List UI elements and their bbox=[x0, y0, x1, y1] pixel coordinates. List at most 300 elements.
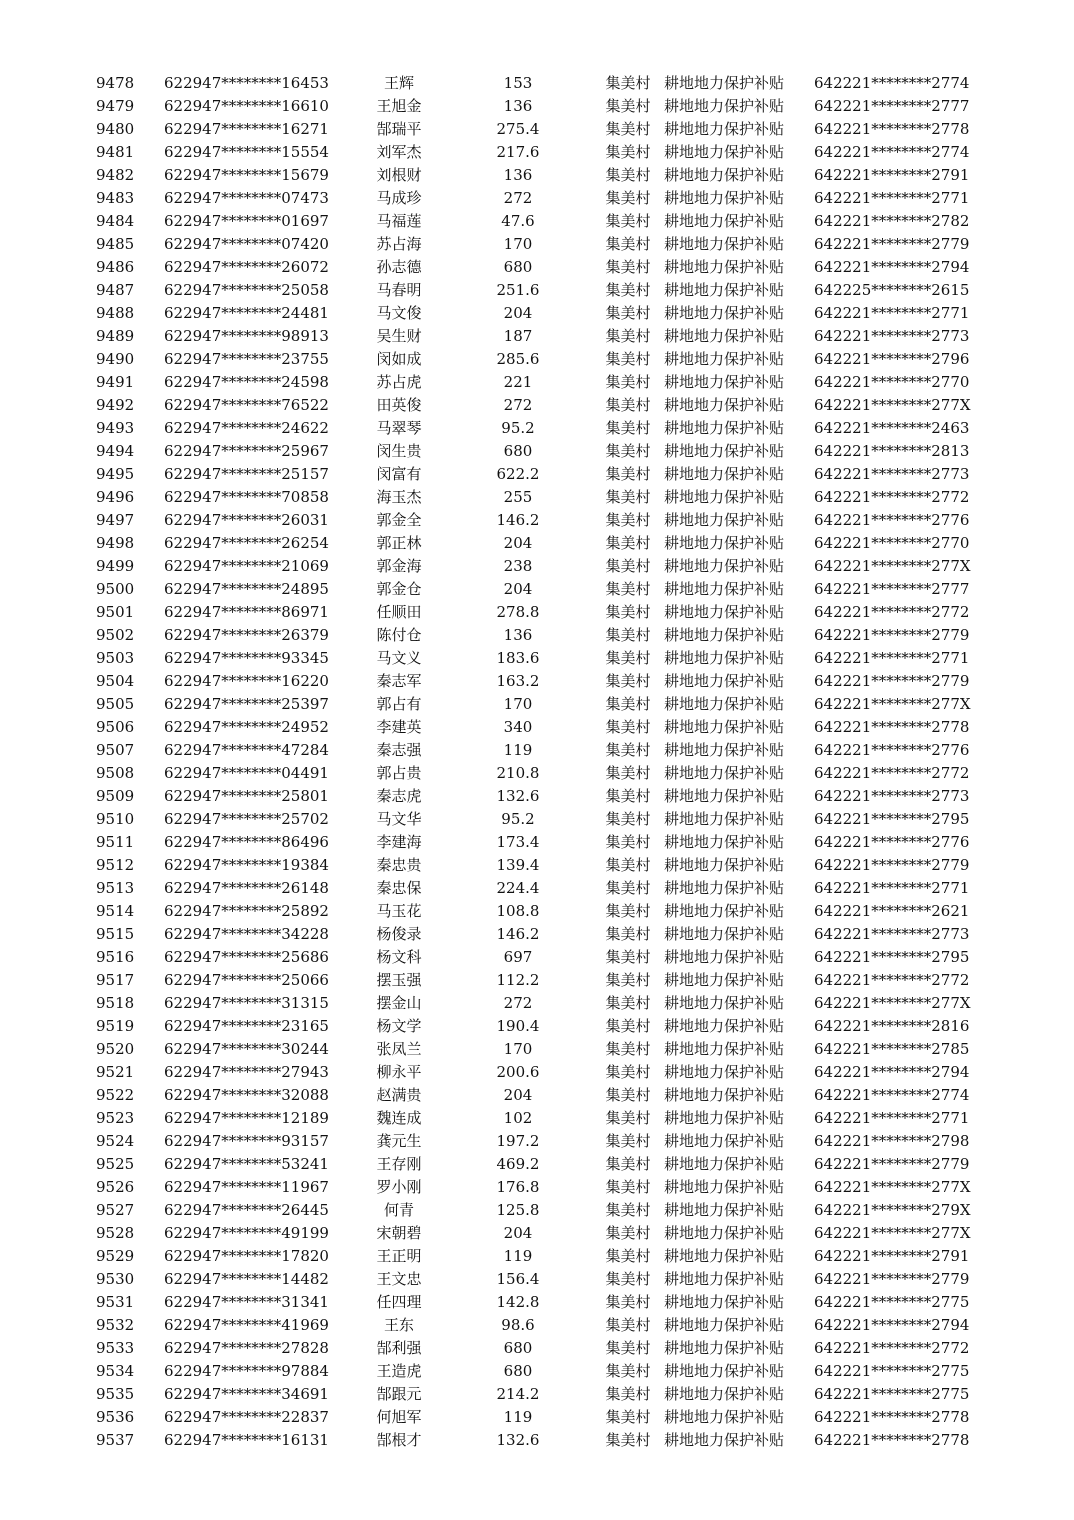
row-number: 9506 bbox=[96, 718, 135, 736]
row-number: 9490 bbox=[96, 350, 135, 368]
bank-card-number: 622947********27943 bbox=[164, 1063, 329, 1081]
bank-card-number: 622947********31315 bbox=[164, 994, 329, 1012]
village-name: 集美村 bbox=[605, 1132, 651, 1150]
recipient-name: 马成珍 bbox=[376, 189, 422, 207]
subsidy-item: 耕地地力保护补贴 bbox=[664, 971, 785, 989]
village-name: 集美村 bbox=[605, 1408, 651, 1426]
subsidy-item: 耕地地力保护补贴 bbox=[664, 350, 785, 368]
village-name: 集美村 bbox=[605, 373, 651, 391]
id-number: 642221********2775 bbox=[814, 1385, 970, 1403]
subsidy-amount: 697 bbox=[503, 948, 533, 966]
id-number: 642221********2774 bbox=[814, 1086, 970, 1104]
bank-card-number: 622947********27828 bbox=[164, 1339, 329, 1357]
subsidy-item: 耕地地力保护补贴 bbox=[664, 1247, 785, 1265]
village-name: 集美村 bbox=[605, 1063, 651, 1081]
id-number: 642221********2775 bbox=[814, 1293, 970, 1311]
village-name: 集美村 bbox=[605, 1086, 651, 1104]
bank-card-number: 622947********12189 bbox=[164, 1109, 329, 1127]
recipient-name: 闵生贵 bbox=[376, 442, 422, 460]
village-name: 集美村 bbox=[605, 1431, 651, 1449]
table-row bbox=[96, 1199, 984, 1222]
recipient-name: 李建海 bbox=[376, 833, 422, 851]
village-name: 集美村 bbox=[605, 1224, 651, 1242]
subsidy-amount: 204 bbox=[503, 304, 533, 322]
table-row bbox=[96, 578, 984, 601]
id-number: 642221********2778 bbox=[814, 1431, 970, 1449]
subsidy-item: 耕地地力保护补贴 bbox=[664, 1017, 785, 1035]
village-name: 集美村 bbox=[605, 1362, 651, 1380]
id-number: 642221********2779 bbox=[814, 626, 970, 644]
table-row bbox=[96, 969, 984, 992]
subsidy-item: 耕地地力保护补贴 bbox=[664, 718, 785, 736]
row-number: 9500 bbox=[96, 580, 135, 598]
row-number: 9533 bbox=[96, 1339, 135, 1357]
subsidy-amount: 139.4 bbox=[496, 856, 540, 874]
subsidy-item: 耕地地力保护补贴 bbox=[664, 1408, 785, 1426]
bank-card-number: 622947********98913 bbox=[164, 327, 329, 345]
bank-card-number: 622947********24895 bbox=[164, 580, 329, 598]
bank-card-number: 622947********15679 bbox=[164, 166, 329, 184]
recipient-name: 王东 bbox=[383, 1316, 414, 1334]
id-number: 642221********2798 bbox=[814, 1132, 970, 1150]
bank-card-number: 622947********14482 bbox=[164, 1270, 329, 1288]
village-name: 集美村 bbox=[605, 649, 651, 667]
village-name: 集美村 bbox=[605, 1270, 651, 1288]
recipient-name: 马文华 bbox=[376, 810, 422, 828]
village-name: 集美村 bbox=[605, 764, 651, 782]
village-name: 集美村 bbox=[605, 1040, 651, 1058]
table-row bbox=[96, 371, 984, 394]
id-number: 642221********277X bbox=[814, 396, 971, 414]
recipient-name: 任顺田 bbox=[376, 603, 422, 621]
subsidy-amount: 132.6 bbox=[496, 787, 540, 805]
village-name: 集美村 bbox=[605, 465, 651, 483]
bank-card-number: 622947********25066 bbox=[164, 971, 329, 989]
village-name: 集美村 bbox=[605, 511, 651, 529]
village-name: 集美村 bbox=[605, 1247, 651, 1265]
bank-card-number: 622947********34228 bbox=[164, 925, 329, 943]
subsidy-item: 耕地地力保护补贴 bbox=[664, 534, 785, 552]
id-number: 642221********2778 bbox=[814, 718, 970, 736]
village-name: 集美村 bbox=[605, 281, 651, 299]
bank-card-number: 622947********26072 bbox=[164, 258, 329, 276]
bank-card-number: 622947********31341 bbox=[164, 1293, 329, 1311]
row-number: 9519 bbox=[96, 1017, 135, 1035]
subsidy-amount: 119 bbox=[503, 1247, 533, 1265]
row-number: 9478 bbox=[96, 74, 135, 92]
subsidy-amount: 285.6 bbox=[496, 350, 540, 368]
subsidy-amount: 170 bbox=[503, 1040, 533, 1058]
row-number: 9483 bbox=[96, 189, 135, 207]
id-number: 642221********2779 bbox=[814, 672, 970, 690]
table-row bbox=[96, 785, 984, 808]
subsidy-item: 耕地地力保护补贴 bbox=[664, 787, 785, 805]
bank-card-number: 622947********16453 bbox=[164, 74, 329, 92]
table-row bbox=[96, 1337, 984, 1360]
bank-card-number: 622947********16271 bbox=[164, 120, 329, 138]
subsidy-item: 耕地地力保护补贴 bbox=[664, 143, 785, 161]
village-name: 集美村 bbox=[605, 304, 651, 322]
subsidy-item: 耕地地力保护补贴 bbox=[664, 1063, 785, 1081]
recipient-name: 苏占海 bbox=[376, 235, 422, 253]
subsidy-item: 耕地地力保护补贴 bbox=[664, 626, 785, 644]
subsidy-amount: 680 bbox=[503, 1339, 533, 1357]
table-row bbox=[96, 1153, 984, 1176]
bank-card-number: 622947********25967 bbox=[164, 442, 329, 460]
row-number: 9515 bbox=[96, 925, 135, 943]
village-name: 集美村 bbox=[605, 327, 651, 345]
subsidy-item: 耕地地力保护补贴 bbox=[664, 1431, 785, 1449]
table-row bbox=[96, 1245, 984, 1268]
row-number: 9526 bbox=[96, 1178, 135, 1196]
subsidy-item: 耕地地力保护补贴 bbox=[664, 925, 785, 943]
recipient-name: 郭占贵 bbox=[376, 764, 422, 782]
bank-card-number: 622947********25686 bbox=[164, 948, 329, 966]
subsidy-amount: 204 bbox=[503, 1086, 533, 1104]
table-row bbox=[96, 1038, 984, 1061]
bank-card-number: 622947********26254 bbox=[164, 534, 329, 552]
table-row bbox=[96, 72, 984, 95]
recipient-name: 王造虎 bbox=[376, 1362, 422, 1380]
village-name: 集美村 bbox=[605, 534, 651, 552]
subsidy-item: 耕地地力保护补贴 bbox=[664, 879, 785, 897]
bank-card-number: 622947********17820 bbox=[164, 1247, 329, 1265]
recipient-name: 陈付仓 bbox=[376, 626, 422, 644]
id-number: 642221********2776 bbox=[814, 833, 970, 851]
row-number: 9537 bbox=[96, 1431, 135, 1449]
id-number: 642221********2775 bbox=[814, 1362, 970, 1380]
id-number: 642221********2776 bbox=[814, 741, 970, 759]
subsidy-amount: 170 bbox=[503, 235, 533, 253]
row-number: 9528 bbox=[96, 1224, 135, 1242]
table-row bbox=[96, 1107, 984, 1130]
subsidy-roster-table bbox=[96, 72, 984, 1452]
id-number: 642221********2773 bbox=[814, 327, 970, 345]
subsidy-amount: 108.8 bbox=[496, 902, 540, 920]
row-number: 9502 bbox=[96, 626, 135, 644]
table-row bbox=[96, 440, 984, 463]
bank-card-number: 622947********26148 bbox=[164, 879, 329, 897]
village-name: 集美村 bbox=[605, 396, 651, 414]
village-name: 集美村 bbox=[605, 695, 651, 713]
subsidy-item: 耕地地力保护补贴 bbox=[664, 1178, 785, 1196]
id-number: 642221********2771 bbox=[814, 649, 970, 667]
bank-card-number: 622947********07420 bbox=[164, 235, 329, 253]
row-number: 9499 bbox=[96, 557, 135, 575]
subsidy-amount: 119 bbox=[503, 741, 533, 759]
table-row bbox=[96, 279, 984, 302]
id-number: 642221********2774 bbox=[814, 74, 970, 92]
table-row bbox=[96, 233, 984, 256]
subsidy-amount: 210.8 bbox=[496, 764, 540, 782]
row-number: 9480 bbox=[96, 120, 135, 138]
row-number: 9509 bbox=[96, 787, 135, 805]
table-row bbox=[96, 877, 984, 900]
subsidy-item: 耕地地力保护补贴 bbox=[664, 258, 785, 276]
subsidy-item: 耕地地力保护补贴 bbox=[664, 373, 785, 391]
table-row bbox=[96, 1061, 984, 1084]
subsidy-item: 耕地地力保护补贴 bbox=[664, 649, 785, 667]
village-name: 集美村 bbox=[605, 971, 651, 989]
village-name: 集美村 bbox=[605, 1109, 651, 1127]
id-number: 642221********277X bbox=[814, 695, 971, 713]
recipient-name: 郜跟元 bbox=[376, 1385, 422, 1403]
id-number: 642221********2773 bbox=[814, 465, 970, 483]
bank-card-number: 622947********24622 bbox=[164, 419, 329, 437]
subsidy-item: 耕地地力保护补贴 bbox=[664, 1040, 785, 1058]
village-name: 集美村 bbox=[605, 1339, 651, 1357]
subsidy-item: 耕地地力保护补贴 bbox=[664, 1109, 785, 1127]
subsidy-item: 耕地地力保护补贴 bbox=[664, 97, 785, 115]
table-row bbox=[96, 486, 984, 509]
row-number: 9495 bbox=[96, 465, 135, 483]
bank-card-number: 622947********16610 bbox=[164, 97, 329, 115]
subsidy-amount: 176.8 bbox=[496, 1178, 540, 1196]
row-number: 9520 bbox=[96, 1040, 135, 1058]
subsidy-item: 耕地地力保护补贴 bbox=[664, 511, 785, 529]
id-number: 642221********2772 bbox=[814, 1339, 970, 1357]
id-number: 642221********2779 bbox=[814, 1270, 970, 1288]
table-row bbox=[96, 532, 984, 555]
subsidy-item: 耕地地力保护补贴 bbox=[664, 603, 785, 621]
table-row bbox=[96, 1084, 984, 1107]
table-row bbox=[96, 187, 984, 210]
table-row bbox=[96, 1015, 984, 1038]
village-name: 集美村 bbox=[605, 1201, 651, 1219]
subsidy-item: 耕地地力保护补贴 bbox=[664, 741, 785, 759]
subsidy-amount: 214.2 bbox=[496, 1385, 540, 1403]
recipient-name: 田英俊 bbox=[376, 396, 422, 414]
id-number: 642221********2778 bbox=[814, 120, 970, 138]
subsidy-amount: 275.4 bbox=[496, 120, 540, 138]
subsidy-item: 耕地地力保护补贴 bbox=[664, 948, 785, 966]
subsidy-amount: 238 bbox=[503, 557, 533, 575]
table-row bbox=[96, 302, 984, 325]
subsidy-item: 耕地地力保护补贴 bbox=[664, 1270, 785, 1288]
row-number: 9518 bbox=[96, 994, 135, 1012]
subsidy-amount: 98.6 bbox=[501, 1316, 535, 1334]
village-name: 集美村 bbox=[605, 810, 651, 828]
recipient-name: 马春明 bbox=[376, 281, 422, 299]
village-name: 集美村 bbox=[605, 925, 651, 943]
id-number: 642221********277X bbox=[814, 994, 971, 1012]
row-number: 9531 bbox=[96, 1293, 135, 1311]
table-row bbox=[96, 509, 984, 532]
subsidy-amount: 173.4 bbox=[496, 833, 540, 851]
subsidy-roster-sheet bbox=[0, 72, 1074, 1452]
table-row bbox=[96, 348, 984, 371]
village-name: 集美村 bbox=[605, 212, 651, 230]
subsidy-amount: 156.4 bbox=[496, 1270, 540, 1288]
id-number: 642221********2771 bbox=[814, 1109, 970, 1127]
row-number: 9514 bbox=[96, 902, 135, 920]
table-row bbox=[96, 118, 984, 141]
bank-card-number: 622947********04491 bbox=[164, 764, 329, 782]
village-name: 集美村 bbox=[605, 833, 651, 851]
bank-card-number: 622947********26445 bbox=[164, 1201, 329, 1219]
recipient-name: 孙志德 bbox=[376, 258, 422, 276]
row-number: 9504 bbox=[96, 672, 135, 690]
row-number: 9498 bbox=[96, 534, 135, 552]
table-row bbox=[96, 923, 984, 946]
row-number: 9525 bbox=[96, 1155, 135, 1173]
row-number: 9481 bbox=[96, 143, 135, 161]
subsidy-item: 耕地地力保护补贴 bbox=[664, 1086, 785, 1104]
bank-card-number: 622947********23755 bbox=[164, 350, 329, 368]
table-row bbox=[96, 256, 984, 279]
bank-card-number: 622947********25702 bbox=[164, 810, 329, 828]
row-number: 9530 bbox=[96, 1270, 135, 1288]
recipient-name: 郭正林 bbox=[376, 534, 422, 552]
recipient-name: 任四理 bbox=[376, 1293, 422, 1311]
table-row bbox=[96, 1291, 984, 1314]
village-name: 集美村 bbox=[605, 626, 651, 644]
village-name: 集美村 bbox=[605, 143, 651, 161]
subsidy-item: 耕地地力保护补贴 bbox=[664, 856, 785, 874]
subsidy-amount: 102 bbox=[503, 1109, 533, 1127]
row-number: 9491 bbox=[96, 373, 135, 391]
recipient-name: 吴生财 bbox=[376, 327, 422, 345]
row-number: 9485 bbox=[96, 235, 135, 253]
recipient-name: 刘军杰 bbox=[376, 143, 422, 161]
bank-card-number: 622947********24481 bbox=[164, 304, 329, 322]
subsidy-item: 耕地地力保护补贴 bbox=[664, 327, 785, 345]
subsidy-item: 耕地地力保护补贴 bbox=[664, 557, 785, 575]
subsidy-amount: 112.2 bbox=[496, 971, 540, 989]
id-number: 642221********2816 bbox=[814, 1017, 970, 1035]
subsidy-item: 耕地地力保护补贴 bbox=[664, 74, 785, 92]
subsidy-amount: 163.2 bbox=[496, 672, 540, 690]
village-name: 集美村 bbox=[605, 1017, 651, 1035]
recipient-name: 秦志强 bbox=[376, 741, 422, 759]
id-number: 642221********2777 bbox=[814, 97, 970, 115]
id-number: 642221********277X bbox=[814, 1224, 971, 1242]
village-name: 集美村 bbox=[605, 741, 651, 759]
id-number: 642221********2813 bbox=[814, 442, 970, 460]
id-number: 642221********2774 bbox=[814, 143, 970, 161]
subsidy-amount: 204 bbox=[503, 534, 533, 552]
bank-card-number: 622947********23165 bbox=[164, 1017, 329, 1035]
id-number: 642221********2772 bbox=[814, 971, 970, 989]
id-number: 642221********277X bbox=[814, 1178, 971, 1196]
recipient-name: 宋朝碧 bbox=[376, 1224, 422, 1242]
table-row bbox=[96, 1314, 984, 1337]
subsidy-amount: 204 bbox=[503, 580, 533, 598]
table-row bbox=[96, 141, 984, 164]
bank-card-number: 622947********47284 bbox=[164, 741, 329, 759]
row-number: 9534 bbox=[96, 1362, 135, 1380]
row-number: 9536 bbox=[96, 1408, 135, 1426]
recipient-name: 马玉花 bbox=[376, 902, 422, 920]
subsidy-amount: 251.6 bbox=[496, 281, 540, 299]
subsidy-amount: 136 bbox=[503, 166, 533, 184]
row-number: 9511 bbox=[96, 833, 135, 851]
subsidy-amount: 170 bbox=[503, 695, 533, 713]
subsidy-item: 耕地地力保护补贴 bbox=[664, 1201, 785, 1219]
recipient-name: 王文忠 bbox=[376, 1270, 422, 1288]
bank-card-number: 622947********76522 bbox=[164, 396, 329, 414]
subsidy-item: 耕地地力保护补贴 bbox=[664, 120, 785, 138]
table-row bbox=[96, 1383, 984, 1406]
bank-card-number: 622947********30244 bbox=[164, 1040, 329, 1058]
recipient-name: 王辉 bbox=[383, 74, 414, 92]
bank-card-number: 622947********22837 bbox=[164, 1408, 329, 1426]
subsidy-amount: 680 bbox=[503, 258, 533, 276]
subsidy-amount: 95.2 bbox=[501, 419, 535, 437]
table-row bbox=[96, 463, 984, 486]
bank-card-number: 622947********93345 bbox=[164, 649, 329, 667]
subsidy-item: 耕地地力保护补贴 bbox=[664, 419, 785, 437]
village-name: 集美村 bbox=[605, 74, 651, 92]
subsidy-amount: 119 bbox=[503, 1408, 533, 1426]
table-row bbox=[96, 624, 984, 647]
table-row bbox=[96, 808, 984, 831]
row-number: 9513 bbox=[96, 879, 135, 897]
subsidy-item: 耕地地力保护补贴 bbox=[664, 1132, 785, 1150]
village-name: 集美村 bbox=[605, 879, 651, 897]
recipient-name: 秦志军 bbox=[376, 672, 422, 690]
subsidy-amount: 340 bbox=[503, 718, 533, 736]
table-row bbox=[96, 670, 984, 693]
table-row bbox=[96, 417, 984, 440]
id-number: 642221********2776 bbox=[814, 511, 970, 529]
subsidy-amount: 224.4 bbox=[496, 879, 540, 897]
recipient-name: 马文俊 bbox=[376, 304, 422, 322]
id-number: 642221********277X bbox=[814, 557, 971, 575]
table-row bbox=[96, 164, 984, 187]
table-row bbox=[96, 1268, 984, 1291]
bank-card-number: 622947********07473 bbox=[164, 189, 329, 207]
recipient-name: 马福莲 bbox=[376, 212, 422, 230]
subsidy-item: 耕地地力保护补贴 bbox=[664, 1362, 785, 1380]
subsidy-amount: 221 bbox=[503, 373, 533, 391]
table-row bbox=[96, 992, 984, 1015]
village-name: 集美村 bbox=[605, 350, 651, 368]
subsidy-item: 耕地地力保护补贴 bbox=[664, 1316, 785, 1334]
recipient-name: 秦志虎 bbox=[376, 787, 422, 805]
village-name: 集美村 bbox=[605, 1385, 651, 1403]
row-number: 9503 bbox=[96, 649, 135, 667]
roster-body bbox=[96, 72, 984, 1452]
table-row bbox=[96, 854, 984, 877]
id-number: 642221********2778 bbox=[814, 1408, 970, 1426]
table-row bbox=[96, 739, 984, 762]
subsidy-item: 耕地地力保护补贴 bbox=[664, 212, 785, 230]
table-row bbox=[96, 647, 984, 670]
subsidy-amount: 187 bbox=[503, 327, 533, 345]
recipient-name: 郜根才 bbox=[376, 1431, 422, 1449]
row-number: 9505 bbox=[96, 695, 135, 713]
village-name: 集美村 bbox=[605, 994, 651, 1012]
subsidy-item: 耕地地力保护补贴 bbox=[664, 396, 785, 414]
bank-card-number: 622947********24598 bbox=[164, 373, 329, 391]
row-number: 9484 bbox=[96, 212, 135, 230]
table-row bbox=[96, 1176, 984, 1199]
table-row bbox=[96, 1360, 984, 1383]
village-name: 集美村 bbox=[605, 235, 651, 253]
village-name: 集美村 bbox=[605, 419, 651, 437]
subsidy-item: 耕地地力保护补贴 bbox=[664, 810, 785, 828]
row-number: 9494 bbox=[96, 442, 135, 460]
id-number: 642221********2770 bbox=[814, 534, 970, 552]
subsidy-item: 耕地地力保护补贴 bbox=[664, 281, 785, 299]
id-number: 642221********2795 bbox=[814, 810, 970, 828]
subsidy-amount: 153 bbox=[503, 74, 533, 92]
subsidy-amount: 197.2 bbox=[496, 1132, 540, 1150]
subsidy-item: 耕地地力保护补贴 bbox=[664, 166, 785, 184]
row-number: 9493 bbox=[96, 419, 135, 437]
village-name: 集美村 bbox=[605, 189, 651, 207]
